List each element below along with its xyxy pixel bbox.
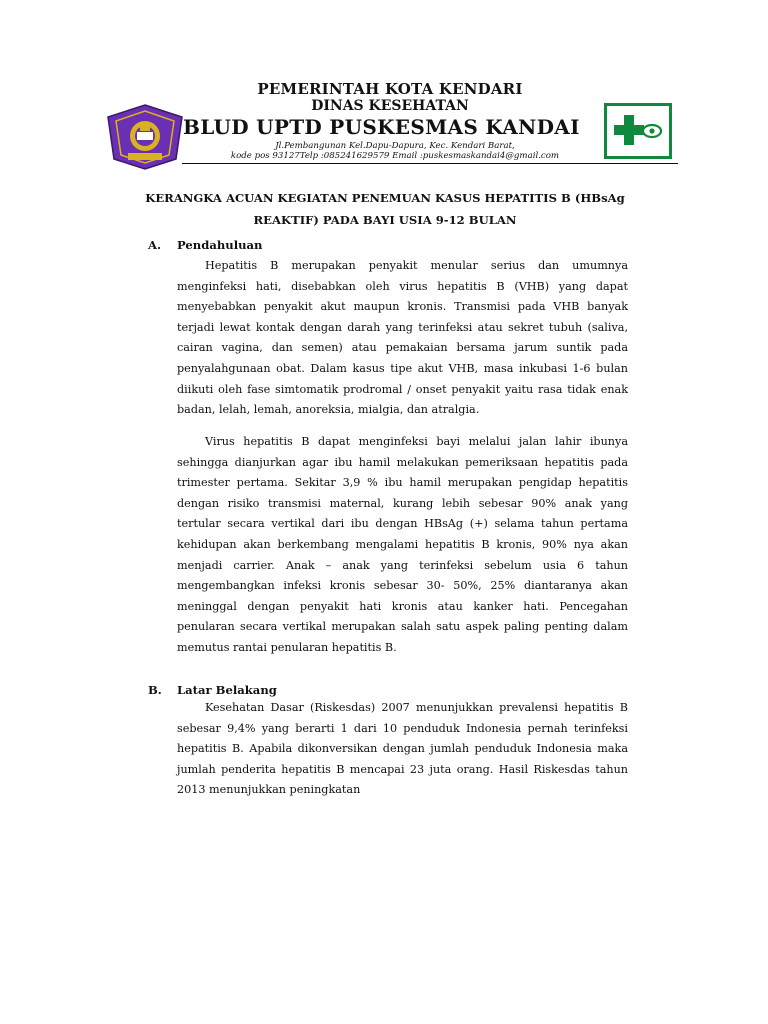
title-line-1: KERANGKA ACUAN KEGIATAN PENEMUAN KASUS HEPATITIS B (HBsAg <box>145 191 625 205</box>
letterhead <box>0 0 768 170</box>
letterhead-divider <box>182 163 678 164</box>
section-b-paragraph-1: Kesehatan Dasar (Riskesdas) 2007 menunjukkan prevalensi hepatitis B sebesar 9,4% yang berarti 1 dari 10 penduduk Indonesia pernah terinfeksi hepatitis B. Apabila dikonversikan dengan jumlah penduduk Indonesia maka jumlah penderita hepatitis B mencapai 23 juta orang. Hasil Riskesdas tahun 2013 menunjukkan peningkatan <box>177 701 628 797</box>
puskesmas-name: BLUD UPTD PUSKESMAS KANDAI <box>183 115 580 139</box>
address-line: Jl.Pembangunan Kel.Dapu-Dapura, Kec. Kendari Barat, <box>275 141 515 151</box>
kota-kendari-emblem-icon <box>106 103 184 171</box>
section-b-heading: Latar Belakang <box>177 683 277 697</box>
contact-line: kode pos 93127Telp :085241629579 Email :puskesmaskandai4@gmail.com <box>230 151 560 161</box>
section-a-paragraph-2: Virus hepatitis B dapat menginfeksi bayi melalui jalan lahir ibunya sehingga dianjurkan agar ibu hamil melakukan pemeriksaan hepatitis pada trimester pertama. Sekitar 3,9 % ibu hamil merupakan pengidap hepatitis dengan risiko transmisi maternal, kurang lebih sebesar 90% anak yang tertular secara vertikal dari ibu dengan HBsAg (+) selama tahun pertama kehidupan akan berkembang mengalami hepatitis B kronis, 90% nya akan menjadi carrier. Anak – anak yang terinfeksi sebelum usia 6 tahun mengembangkan infeksi kronis sebesar 30- 50%, 25% diantaranya akan meninggal dengan penyakit hati kronis atau kanker hati. Pencegahan penularan secara vertikal merupakan salah satu aspek paling penting dalam memutus rantai penularan hepatitis B. <box>177 435 628 654</box>
section-b-letter: B. <box>148 683 162 697</box>
agency-name: DINAS KESEHATAN <box>311 98 469 114</box>
section-a-heading: Pendahuluan <box>177 238 263 252</box>
section-a-paragraph-1: Hepatitis B merupakan penyakit menular serius dan umumnya menginfeksi hati, disebabkan oleh virus hepatitis B (VHB) yang dapat menyebabkan penyakit akut maupun kronis. Transmisi pada VHB banyak terjadi lewat kontak dengan darah yang terinfeksi atau sekret tubuh (saliva, cairan vagina, dan semen) atau pemakaian bersama jarum suntik pada penyalahgunaan obat. Dalam kasus tipe akut VHB, masa inkubasi 1-6 bulan diikuti oleh fase simtomatik prodromal / onset penyakit yaitu rasa tidak enak badan, lelah, lemah, anoreksia, mialgia, dan atralgia. <box>177 259 628 417</box>
document-title <box>140 188 630 231</box>
government-name: PEMERINTAH KOTA KENDARI <box>257 80 523 98</box>
section-a-letter: A. <box>148 238 162 252</box>
puskesmas-cross-icon <box>604 103 672 159</box>
title-line-2: REAKTIF) PADA BAYI USIA 9-12 BULAN <box>253 212 517 227</box>
